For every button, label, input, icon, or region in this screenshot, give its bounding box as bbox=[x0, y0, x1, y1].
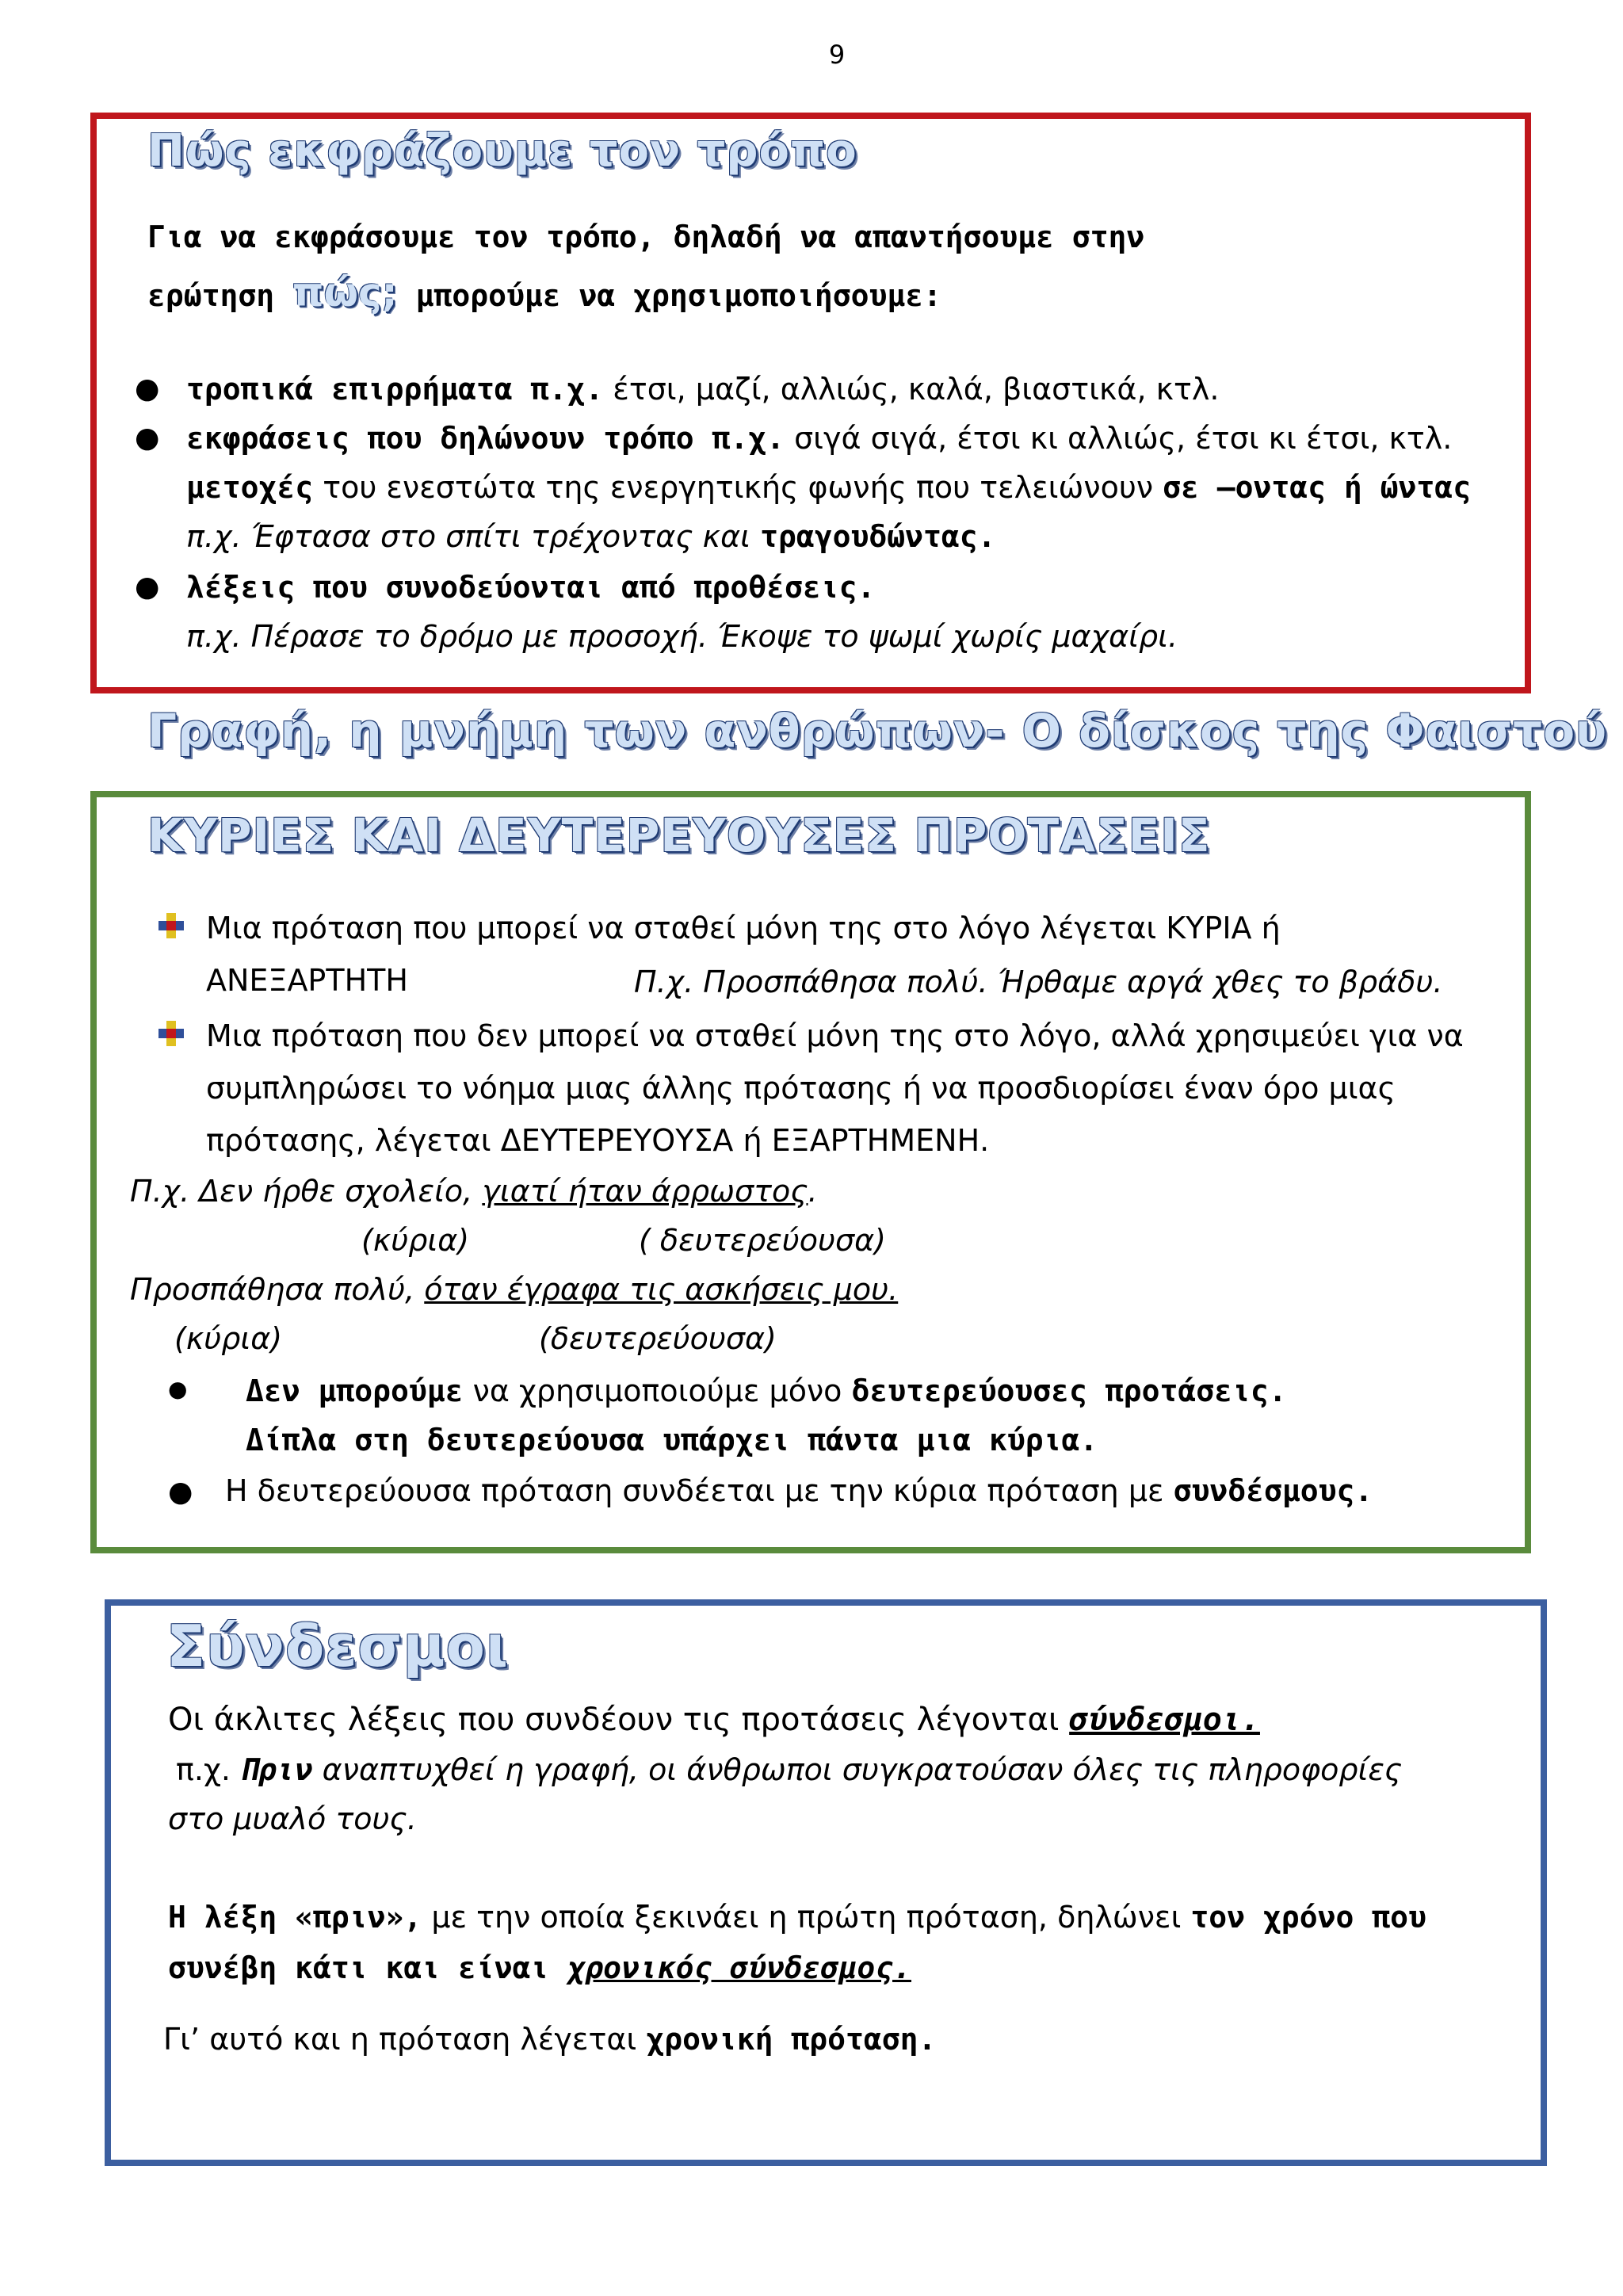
question-word: πώς; bbox=[292, 269, 398, 315]
subordinate-clause-definition-line3: πρότασης, λέγεται ΔΕΥΤΕΡΕΥΟΥΣΑ ή ΕΞΑΡΤΗΜΕΝΗ. bbox=[206, 1123, 990, 1158]
main-clause-definition-line2: ΑΝΕΞΑΡΤΗΤΗ bbox=[206, 963, 408, 998]
bullet-dot-icon: ● bbox=[135, 372, 160, 405]
manner-bullet-2-line2: μετοχές του ενεστώτα της ενεργητικής φωνής που τελειώνουν σε –οντας ή ώντας bbox=[186, 470, 1472, 505]
manner-section-title: Πώς εκφράζουμε τον τρόπο bbox=[147, 125, 857, 177]
bullet-dot-icon: ● bbox=[168, 1476, 193, 1508]
manner-bullet-3-line2: π.χ. Πέρασε το δρόμο με προσοχή. Έκοψε το ψωμί χωρίς μαχαίρι. bbox=[186, 619, 1178, 654]
manner-bullet-3: λέξεις που συνοδεύονται από προθέσεις. bbox=[186, 570, 876, 605]
conjunctions-explanation-line2: συνέβη κάτι και είναι χρονικός σύνδεσμος. bbox=[168, 1950, 912, 1985]
manner-intro-line2: ερώτηση πώς; μπορούμε να χρησιμοποιήσουμε: bbox=[147, 269, 942, 315]
arrow-bullet-icon bbox=[155, 910, 187, 942]
clauses-section-title: ΚΥΡΙΕΣ ΚΑΙ ΔΕΥΤΕΡΕΥΟΥΣΕΣ ΠΡΟΤΑΣΕΙΣ bbox=[147, 808, 1211, 862]
conjunctions-explanation-line1: Η λέξη «πριν», με την οποία ξεκινάει η πρώτη πρόταση, δηλώνει τον χρόνο που bbox=[168, 1900, 1426, 1935]
arrow-bullet-icon bbox=[155, 1018, 187, 1049]
conjunctions-example-line2: στο μυαλό τους. bbox=[168, 1801, 417, 1836]
clause-example-1: Π.χ. Δεν ήρθε σχολείο, γιατί ήταν άρρωστος. bbox=[130, 1174, 818, 1209]
conjunctions-section-box bbox=[105, 1599, 1547, 2166]
clause-example-2: Προσπάθησα πολύ, όταν έγραφα τις ασκήσεις μου. bbox=[130, 1272, 899, 1307]
manner-bullet-2-line3: π.χ. Έφτασα στο σπίτι τρέχοντας και τραγουδώντας. bbox=[186, 519, 996, 554]
conjunctions-example-line1: π.χ. Πριν αναπτυχθεί η γραφή, οι άνθρωποι συγκρατούσαν όλες τις πληροφορίες bbox=[176, 1752, 1403, 1787]
clause-example-1-main-label: (κύρια) bbox=[361, 1223, 470, 1258]
clause-example-2-main-label: (κύρια) bbox=[174, 1321, 283, 1356]
bullet-dot-icon: ● bbox=[168, 1376, 188, 1402]
page-number: 9 bbox=[828, 40, 846, 70]
clause-example-2-sub-label: (δευτερεύουσα) bbox=[539, 1321, 777, 1356]
conjunctions-section-title: Σύνδεσμοι bbox=[166, 1613, 509, 1679]
clause-example-1-sub-label: ( δευτερεύουσα) bbox=[639, 1223, 886, 1258]
main-clause-definition-line1: Μια πρόταση που μπορεί να σταθεί μόνη της στο λόγο λέγεται ΚΥΡΙΑ ή bbox=[206, 911, 1281, 946]
manner-bullet-2: εκφράσεις που δηλώνουν τρόπο π.χ. σιγά σιγά, έτσι κι αλλιώς, έτσι κι έτσι, κτλ. bbox=[186, 421, 1453, 456]
manner-bullet-1: τροπικά επιρρήματα π.χ. έτσι, μαζί, αλλιώς, καλά, βιαστικά, κτλ. bbox=[186, 372, 1220, 407]
clause-note-2: Η δευτερεύουσα πρόταση συνδέεται με την κύρια πρόταση με συνδέσμους. bbox=[225, 1473, 1373, 1508]
subordinate-clause-definition-line2: συμπληρώσει το νόημα μιας άλλης πρότασης ή να προσδιορίσει έναν όρο μιας bbox=[206, 1071, 1396, 1106]
conjunctions-definition: Οι άκλιτες λέξεις που συνδέουν τις προτάσεις λέγονται σύνδεσμοι. bbox=[168, 1702, 1260, 1738]
subordinate-clause-definition-line1: Μια πρόταση που δεν μπορεί να σταθεί μόνη της στο λόγο, αλλά χρησιμεύει για να bbox=[206, 1018, 1464, 1053]
manner-intro-line1: Για να εκφράσουμε τον τρόπο, δηλαδή να απαντήσουμε στην bbox=[147, 220, 1145, 254]
temporal-clause-note: Γι’ αυτό και η πρόταση λέγεται χρονική πρόταση. bbox=[163, 2022, 937, 2057]
bullet-dot-icon: ● bbox=[135, 571, 160, 603]
writing-memory-heading: Γραφή, η μνήμη των ανθρώπων- Ο δίσκος της Φαιστού bbox=[147, 704, 1608, 758]
clause-note-1: Δεν μπορούμε να χρησιμοποιούμε μόνο δευτερεύουσες προτάσεις. bbox=[246, 1373, 1287, 1408]
main-clause-example: Π.χ. Προσπάθησα πολύ. Ήρθαμε αργά χθες το βράδυ. bbox=[634, 965, 1443, 999]
bullet-dot-icon: ● bbox=[135, 422, 160, 454]
clause-note-1-line2: Δίπλα στη δευτερεύουσα υπάρχει πάντα μια κύρια. bbox=[246, 1423, 1098, 1457]
